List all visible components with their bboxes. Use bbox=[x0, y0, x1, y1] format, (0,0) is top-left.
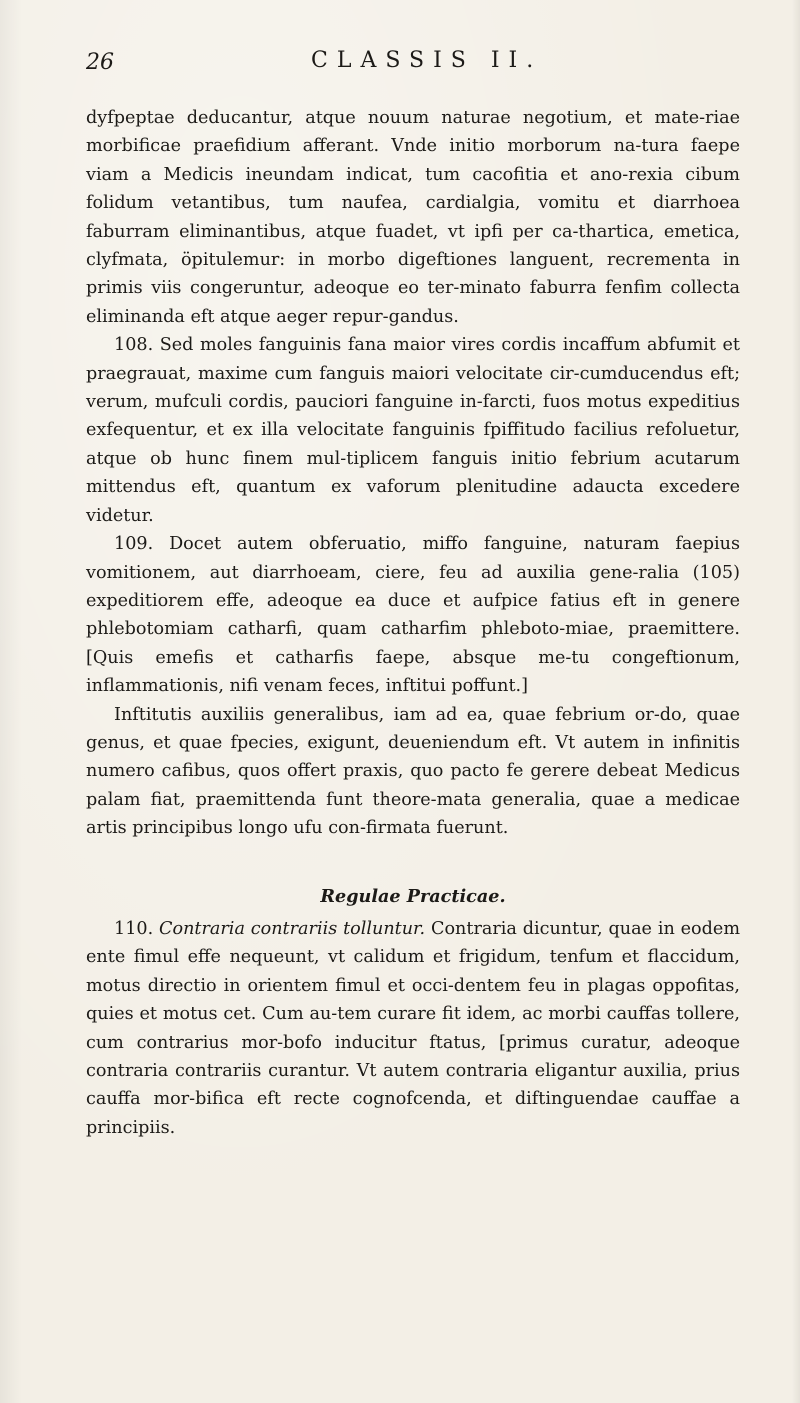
paragraph-109 bbox=[86, 530, 740, 700]
paragraph-text: Contraria dicuntur, quae in eodem ente fimul effe nequeunt, vt calidum et frigidum, tenfum et flaccidum, motus directio in orientem fimul et occi-dentem feu in plagas oppofitas, quies et motus cet. Cum au-tem curare fit idem, ac morbi cauffas tollere, cum contrarius mor-bofo inducitur ftatus, [primus curatur, adeoque contraria contrariis curantur. Vt autem contraria eligantur auxilia, prius cauffa mor-bifica eft recte cognofcenda, et diftinguendae cauffae a principiis. bbox=[86, 918, 740, 1138]
running-title: CLASSIS II. bbox=[311, 48, 543, 73]
paragraph-text: Docet autem obferuatio, miffo fanguine, naturam faepius vomitionem, aut diarrhoeam, ciere, feu ad auxilia gene-ralia (105) expeditiorem effe, adeoque ea duce et aufpice fatius eft in genere phlebotomiam catharfi, quam catharfim phleboto-miae, praemittere. [Quis emefis et catharfis faepe, absque me-tu congeftionum, inflammationis, nifi venam feces, inftitui poffunt.] bbox=[86, 534, 741, 697]
section-heading: Regulae Practicae. bbox=[320, 885, 506, 907]
page-edge-shadow bbox=[792, 0, 800, 1403]
paragraph-institutis: Inftitutis auxiliis generalibus, iam ad ea, quae febrium or-do, quae genus, et quae fpecies, exigunt, deueniendum eft. Vt autem in infinitis numero cafibus, quos offert praxis, quo pacto fe gerere debeat Medicus palam fiat, praemittenda funt theore-mata generalia, quae a medicae artis principibus longo ufu con-firmata fuerunt. bbox=[86, 704, 740, 839]
running-head bbox=[86, 46, 740, 78]
body-text bbox=[86, 104, 740, 1142]
paragraph-number: 108. bbox=[114, 335, 154, 356]
paragraph-110 bbox=[86, 915, 740, 1142]
paragraph-number: 110. bbox=[114, 918, 154, 939]
page-number: 26 bbox=[86, 50, 114, 75]
paragraph-108 bbox=[86, 331, 740, 530]
paragraph-continuation: dyfpeptae deducantur, atque nouum naturae negotium, et mate-riae morbificae praefidium afferant. Vnde initio morborum na-tura faepe viam a Medicis ineundam indicat, tum cacofitia et ano-rexia cibum folidum vetantibus, tum naufea, cardialgia, vomitu et diarrhoea faburram eliminantibus, atque fuadet, vt ipfi per ca-thartica, emetica, clyfmata, öpitulemur: in morbo digeftiones languent, recrementa in primis viis congeruntur, adeoque eo ter-minato faburra fenfim collecta eliminanda eft atque aeger repur-gandus. bbox=[86, 108, 740, 327]
paragraph-title: Contraria contrariis tolluntur. bbox=[159, 918, 426, 939]
paragraph-number: 109. bbox=[114, 534, 154, 555]
paragraph-text: Sed moles fanguinis fana maior vires cordis incaffum abfumit et praegrauat, maxime cum fanguis maiori velocitate cir-cumducendus eft; verum, mufculi cordis, pauciori fanguine in-farcti, fuos motus expeditius exfequentur, et ex illa velocitate fanguinis fpiffitudo facilius refoluetur, atque ob hunc finem mul-tiplicem fanguis initio febrium acutarum mittendus eft, quantum ex vaforum plenitudine adaucta excedere videtur. bbox=[86, 335, 741, 526]
